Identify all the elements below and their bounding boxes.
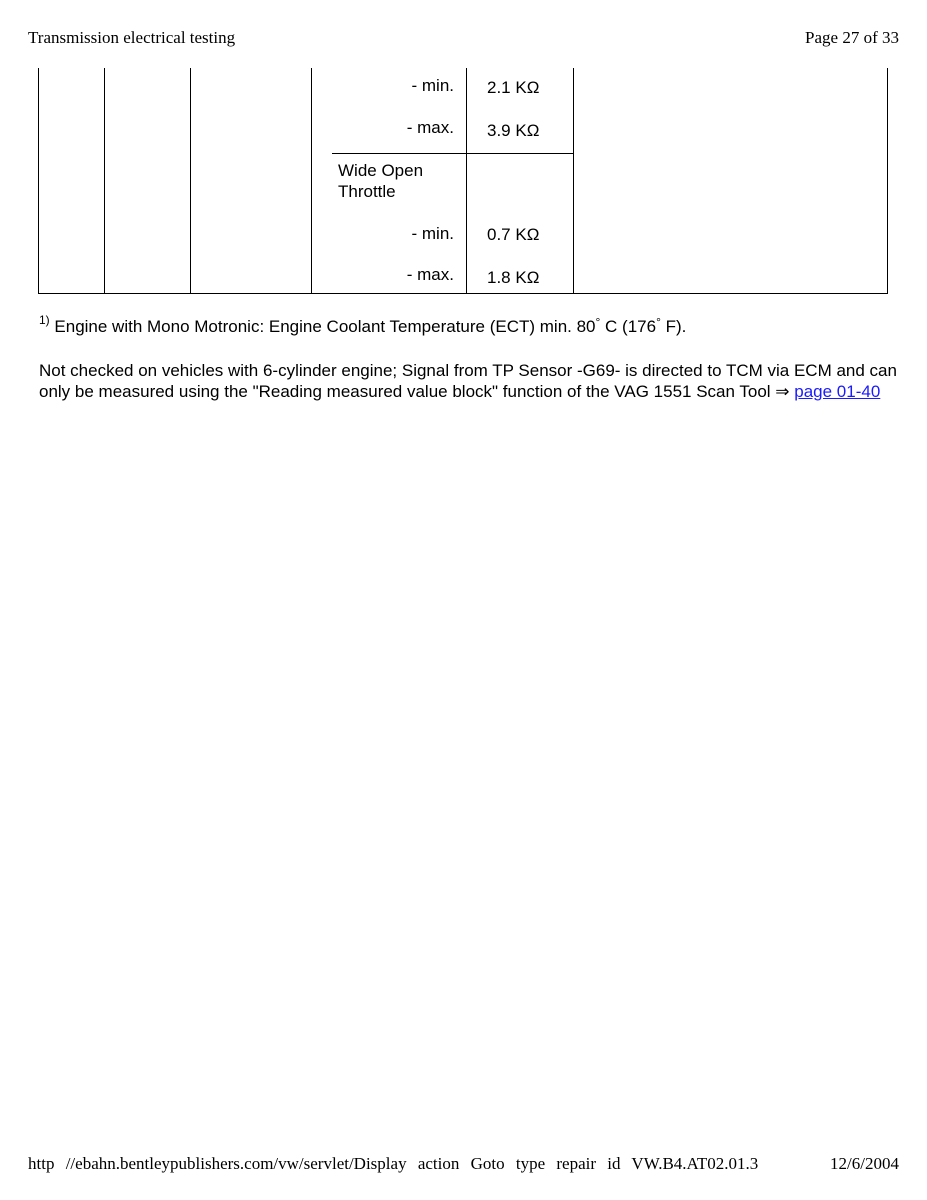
spec-row-value: 3.9 KΩ [487,121,540,140]
table-column-divider [104,68,105,294]
footnote-text: C (176 [600,317,657,336]
table-column-divider [311,68,312,294]
degree-symbol: ° [656,315,661,329]
footer-url: http //ebahn.bentleypublishers.com/vw/servlet/Display action Goto type repair id VW.B4.AT02.01.3 [28,1154,759,1173]
spec-row-label: - max. [406,265,454,284]
page-reference-link[interactable]: page 01-40 [794,381,881,401]
spec-row-label: - min. [411,224,454,243]
degree-symbol: ° [595,315,601,329]
table-column-divider [573,68,574,294]
spec-row-value: 1.8 KΩ [487,268,540,287]
spec-condition-label: Wide Open Throttle [338,161,424,201]
note-paragraph [39,361,899,402]
page-header-title: Transmission electrical testing [28,28,236,47]
footnote-text: Engine with Mono Motronic: Engine Coolant Temperature (ECT) min. 80 [49,317,596,336]
note-text: Not checked on vehicles with 6-cylinder engine; Signal from TP Sensor -G69- is directed to TCM via ECM and can only be measured using the "Reading measured value block" function of the VAG 1551 Scan Tool ⇒ [39,361,897,401]
table-border-bottom [38,293,888,294]
spec-row-label: - min. [411,76,454,95]
footnote-text: F). [660,317,687,336]
table-column-divider [190,68,191,294]
spec-row-value: 2.1 KΩ [487,78,540,97]
spec-row-value: 0.7 KΩ [487,225,540,244]
table-column-divider [466,68,467,294]
spec-row-label: - max. [406,118,454,137]
table-row-divider [332,153,574,154]
footnote [39,313,687,337]
table-border-right [887,68,888,294]
table-border-left [38,68,39,294]
specification-table [38,68,888,294]
footer-date: 12/6/2004 [830,1154,899,1173]
page-number: Page 27 of 33 [805,28,899,47]
footnote-marker: 1) [39,313,50,327]
